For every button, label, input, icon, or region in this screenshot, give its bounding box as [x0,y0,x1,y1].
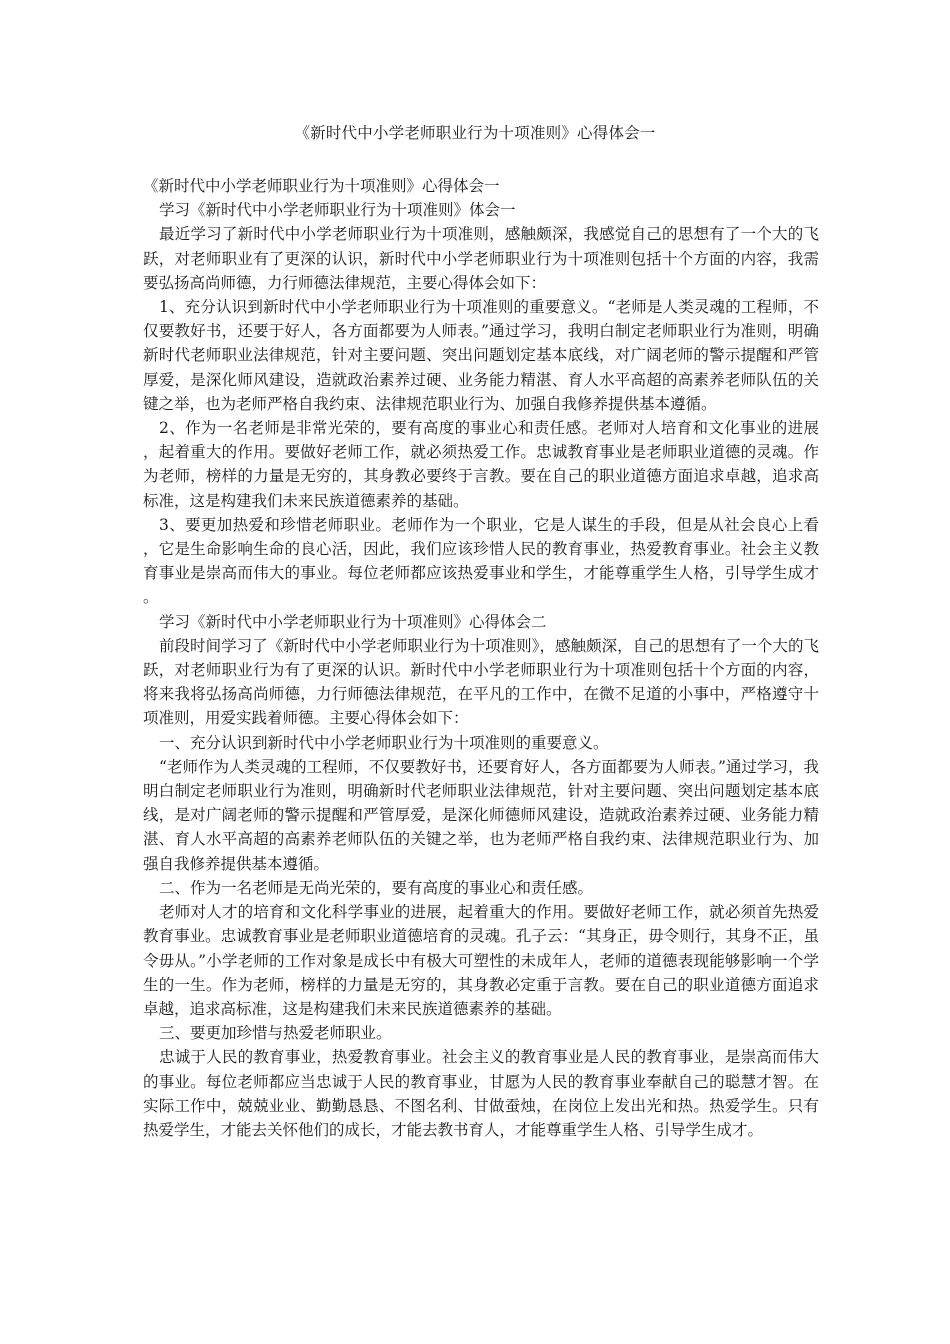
document-title: 《新时代中小学老师职业行为十项准则》心得体会一 [294,124,656,142]
subheading-three: 三、要更加珍惜与热爱老师职业。 [159,1024,392,1043]
paragraph-one-body: “老师作为人类灵魂的工程师，不仅要教好书，还要育好人，各方面都要为人师表。”通过学习，我明白制定老师职业行为准则，明确新时代老师职业法律规范，针对主要问题、突出问题划定基本底线，是对广阔老师的警示提醒和严管厚爱，是深化师德师风建设，造就政治素养过硬、业务能力精湛、育人水平高超的高素养老师队伍的关键之举，也为老师严格自我约束、法律规范职业行为、加强自我修养提供基本遵循。 [143,757,819,873]
paragraph-intro-2: 前段时间学习了《新时代中小学老师职业行为十项准则》，感触颇深，自己的思想有了一个大的飞跃，对老师职业行为有了更深的认识。新时代中小学老师职业行为十项准则包括十个方面的内容，将来我将弘扬高尚师德，力行师德法律规范，在平凡的工作中，在微不足道的小事中，严格遵守十项准则，用爱实践着师德。主要心得体会如下： [143,636,819,728]
section-heading-2: 学习《新时代中小学老师职业行为十项准则》心得体会二 [159,612,547,631]
section-heading-1: 学习《新时代中小学老师职业行为十项准则》体会一 [159,201,516,220]
paragraph-intro-1: 最近学习了新时代中小学老师职业行为十项准则，感触颇深，我感觉自己的思想有了一个大的飞跃，对老师职业有了更深的认识，新时代中小学老师职业行为十项准则包括十个方面的内容，我需要弘扬高尚师德，力行师德法律规范，主要心得体会如下： [143,225,819,292]
document-body [143,174,819,1142]
subheading-two: 二、作为一名老师是无尚光荣的，要有高度的事业心和责任感。 [159,878,594,897]
paragraph-point-1: 1、充分认识到新时代中小学老师职业行为十项准则的重要意义。“老师是人类灵魂的工程师，不仅要教好书，还要于好人，各方面都要为人师表。”通过学习，我明白制定老师职业行为准则，明确新时代老师职业法律规范，针对主要问题、突出问题划定基本底线，对广阔老师的警示提醒和严管厚爱，是深化师风建设，造就政治素养过硬、业务能力精湛、育人水平高超的高素养老师队伍的关键之举，也为老师严格自我约束、法律规范职业行为、加强自我修养提供基本遵循。 [143,298,819,413]
paragraph-point-2: 2、作为一名老师是非常光荣的，要有高度的事业心和责任感。老师对人培育和文化事业的进展，起着重大的作用。要做好老师工作，就必须热爱工作。忠诚教育事业是老师职业道德的灵魂。作为老师，榜样的力量是无穷的，其身教必要终于言教。要在自己的职业道德方面追求卓越，追求高标准，这是构建我们未来民族道德素养的基础。 [143,419,819,510]
paragraph-point-3: 3、要更加热爱和珍惜老师职业。老师作为一个职业，它是人谋生的手段，但是从社会良心上看，它是生命影响生命的良心活，因此，我们应该珍惜人民的教育事业，热爱教育事业。社会主义教育事业是崇高而伟大的事业。每位老师都应该热爱事业和学生，才能尊重学生人格，引导学生成才。 [143,515,819,607]
paragraph-three-body: 忠诚于人民的教育事业，热爱教育事业。社会主义的教育事业是人民的教育事业，是崇高而伟大的事业。每位老师都应当忠诚于人民的教育事业，甘愿为人民的教育事业奉献自己的聪慧才智。在实际工作中，兢兢业业、勤勤恳恳、不图名利、甘做蚕烛，在岗位上发出光和热。热爱学生。只有热爱学生，才能去关怀他们的成长，才能去教书育人，才能尊重学生人格、引导学生成才。 [143,1048,819,1139]
document-subtitle: 《新时代中小学老师职业行为十项准则》心得体会一 [143,177,500,195]
subheading-one: 一、充分认识到新时代中小学老师职业行为十项准则的重要意义。 [159,733,609,752]
paragraph-two-body: 老师对人才的培育和文化科学事业的进展，起着重大的作用。要做好老师工作，就必须首先热爱教育事业。忠诚教育事业是老师职业道德培育的灵魂。孔子云：“其身正，毋令则行，其身不正，虽令毋从。”小学老师的工作对象是成长中有极大可塑性的未成年人，老师的道德表现能够影响一个学生的一生。作为老师，榜样的力量是无穷的，其身教必定重于言教。要在自己的职业道德方面追求卓越，追求高标准，这是构建我们未来民族道德素养的基础。 [143,903,819,1018]
